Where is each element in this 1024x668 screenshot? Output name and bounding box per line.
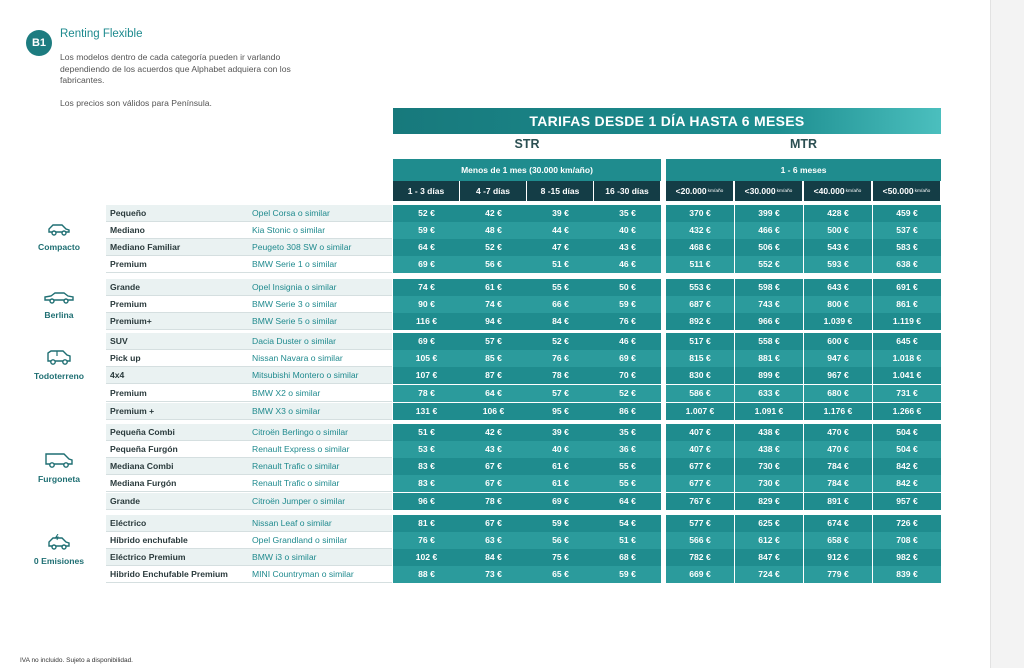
str-price-cell: 83 € <box>393 475 460 492</box>
model-cell: Grande <box>106 493 250 510</box>
mtr-price-cell: 881 € <box>735 350 803 367</box>
mtr-price-cell: 680 € <box>804 385 872 402</box>
mtr-price-cell: 577 € <box>666 515 734 532</box>
compact-car-icon <box>20 222 98 236</box>
category-label <box>20 534 98 569</box>
model-cell: Pequeña Combi <box>106 424 250 441</box>
electric-car-icon <box>20 534 98 550</box>
str-price-cell: 54 € <box>594 515 661 532</box>
example-cell: Renault Express o similar <box>250 441 392 458</box>
mtr-price-cell: 517 € <box>666 333 734 350</box>
table-row <box>106 313 941 330</box>
model-cell: Pick up <box>106 350 250 367</box>
str-column-header: 4 -7 días <box>460 181 526 201</box>
mtr-price-cell: 633 € <box>735 385 803 402</box>
mtr-price-cell: 861 € <box>873 296 941 313</box>
mtr-price-cell: 432 € <box>666 222 734 239</box>
mtr-price-cell: 566 € <box>666 532 734 549</box>
mtr-price-cell: 730 € <box>735 458 803 475</box>
model-cell: 4x4 <box>106 367 250 384</box>
model-cell: Híbrido enchufable <box>106 532 250 549</box>
str-price-cell: 74 € <box>460 296 527 313</box>
str-price-cell: 64 € <box>594 493 661 510</box>
table-row <box>106 205 941 222</box>
str-price-cell: 50 € <box>594 279 661 296</box>
mtr-price-cell: 957 € <box>873 493 941 510</box>
str-price-cell: 78 € <box>393 385 460 402</box>
mtr-price-cell: 438 € <box>735 441 803 458</box>
model-cell: Eléctrico <box>106 515 250 532</box>
table-row <box>106 493 941 510</box>
mtr-price-cell: 687 € <box>666 296 734 313</box>
mtr-price-cell: 847 € <box>735 549 803 566</box>
str-price-cell: 48 € <box>460 222 527 239</box>
model-cell: Eléctrico Premium <box>106 549 250 566</box>
model-cell: Premium <box>106 256 250 273</box>
example-cell: Nissan Navara o similar <box>250 350 392 367</box>
str-price-cell: 59 € <box>527 515 594 532</box>
str-price-cell: 52 € <box>594 385 661 402</box>
category-label <box>20 452 98 487</box>
mtr-price-cell: 1.041 € <box>873 367 941 384</box>
str-price-cell: 85 € <box>460 350 527 367</box>
mtr-price-cell: 470 € <box>804 441 872 458</box>
example-cell: Nissan Leaf o similar <box>250 515 392 532</box>
table-row <box>106 441 941 458</box>
str-price-cell: 44 € <box>527 222 594 239</box>
model-cell: Premium + <box>106 403 250 420</box>
example-cell: Opel Insignia o similar <box>250 279 392 296</box>
mtr-price-cell: 438 € <box>735 424 803 441</box>
mtr-price-cell: 912 € <box>804 549 872 566</box>
mtr-price-cell: 468 € <box>666 239 734 256</box>
str-price-cell: 90 € <box>393 296 460 313</box>
mtr-price-cell: 511 € <box>666 256 734 273</box>
example-cell: BMW Serie 3 o similar <box>250 296 392 313</box>
model-cell: Premium <box>106 296 250 313</box>
table-row <box>106 279 941 296</box>
mtr-price-cell: 674 € <box>804 515 872 532</box>
page-edge <box>990 0 1024 668</box>
mtr-price-cell: 815 € <box>666 350 734 367</box>
table-row <box>106 458 941 475</box>
str-price-cell: 59 € <box>594 566 661 583</box>
mtr-price-cell: 553 € <box>666 279 734 296</box>
mtr-price-cell: 1.119 € <box>873 313 941 330</box>
str-price-cell: 69 € <box>594 350 661 367</box>
mtr-price-cell: 779 € <box>804 566 872 583</box>
mtr-price-cell: 625 € <box>735 515 803 532</box>
mtr-price-cell: 1.266 € <box>873 403 941 420</box>
mtr-price-cell: 552 € <box>735 256 803 273</box>
table-row <box>106 403 941 420</box>
category-name: Todoterreno <box>34 371 84 381</box>
example-cell: Kia Stonic o similar <box>250 222 392 239</box>
mtr-price-cell: 500 € <box>804 222 872 239</box>
example-cell: Peugeto 308 SW o similar <box>250 239 392 256</box>
mtr-price-cell: 730 € <box>735 475 803 492</box>
model-cell: Premium <box>106 385 250 402</box>
example-cell: Dacia Duster o similar <box>250 333 392 350</box>
mtr-price-cell: 966 € <box>735 313 803 330</box>
mtr-price-cell: 767 € <box>666 493 734 510</box>
str-price-cell: 61 € <box>527 475 594 492</box>
category-name: Furgoneta <box>37 474 80 484</box>
intro-text: Los modelos dentro de cada categoría pueden ir varlando dependiendo de los acuerdos que Alphabet adquiera con los fabricantes. <box>60 52 291 85</box>
str-price-cell: 42 € <box>460 424 527 441</box>
str-price-cell: 64 € <box>393 239 460 256</box>
str-price-cell: 40 € <box>594 222 661 239</box>
mtr-price-cell: 1.176 € <box>804 403 872 420</box>
example-cell: BMW X3 o similar <box>250 403 392 420</box>
mtr-price-cell: 612 € <box>735 532 803 549</box>
example-cell: BMW Serie 5 o similar <box>250 313 392 330</box>
str-price-cell: 67 € <box>460 515 527 532</box>
str-price-cell: 67 € <box>460 458 527 475</box>
mtr-price-cell: 731 € <box>873 385 941 402</box>
str-price-cell: 64 € <box>460 385 527 402</box>
model-cell: Mediana Combi <box>106 458 250 475</box>
mtr-price-cell: 708 € <box>873 532 941 549</box>
mtr-price-cell: 782 € <box>666 549 734 566</box>
table-row <box>106 515 941 532</box>
group-label-str: STR <box>514 137 540 151</box>
table-row <box>106 296 941 313</box>
str-price-cell: 96 € <box>393 493 460 510</box>
str-price-cell: 76 € <box>527 350 594 367</box>
mtr-price-cell: 967 € <box>804 367 872 384</box>
category-name: 0 Emisiones <box>33 556 85 566</box>
table-row <box>106 424 941 441</box>
category-name: Compacto <box>37 242 81 252</box>
table-row <box>106 256 941 273</box>
example-cell: Opel Corsa o similar <box>250 205 392 222</box>
str-price-cell: 57 € <box>527 385 594 402</box>
str-price-cell: 35 € <box>594 205 661 222</box>
mtr-price-cell: 428 € <box>804 205 872 222</box>
table-row <box>106 566 941 583</box>
str-price-cell: 69 € <box>393 256 460 273</box>
str-price-cell: 78 € <box>527 367 594 384</box>
table-row <box>106 333 941 350</box>
mtr-price-cell: 466 € <box>735 222 803 239</box>
str-price-cell: 131 € <box>393 403 460 420</box>
str-price-cell: 46 € <box>594 333 661 350</box>
mtr-price-cell: 892 € <box>666 313 734 330</box>
str-price-cell: 105 € <box>393 350 460 367</box>
str-price-cell: 107 € <box>393 367 460 384</box>
mtr-price-cell: 504 € <box>873 441 941 458</box>
str-price-cell: 70 € <box>594 367 661 384</box>
model-cell: SUV <box>106 333 250 350</box>
str-price-cell: 106 € <box>460 403 527 420</box>
str-price-cell: 51 € <box>393 424 460 441</box>
str-price-cell: 69 € <box>527 493 594 510</box>
model-cell: Pequeño <box>106 205 250 222</box>
model-cell: Pequeña Furgón <box>106 441 250 458</box>
example-cell: Renault Trafic o similar <box>250 458 392 475</box>
mtr-price-cell: 598 € <box>735 279 803 296</box>
mtr-price-cell: 658 € <box>804 532 872 549</box>
str-price-cell: 57 € <box>460 333 527 350</box>
str-price-cell: 84 € <box>527 313 594 330</box>
mtr-price-cell: 645 € <box>873 333 941 350</box>
str-price-cell: 75 € <box>527 549 594 566</box>
mtr-price-cell: 506 € <box>735 239 803 256</box>
mtr-price-cell: 784 € <box>804 458 872 475</box>
str-price-cell: 42 € <box>460 205 527 222</box>
str-price-cell: 95 € <box>527 403 594 420</box>
str-price-cell: 46 € <box>594 256 661 273</box>
mtr-price-cell: 839 € <box>873 566 941 583</box>
mtr-price-cell: 724 € <box>735 566 803 583</box>
mtr-price-cell: 1.018 € <box>873 350 941 367</box>
str-price-cell: 86 € <box>594 403 661 420</box>
str-price-cell: 55 € <box>594 475 661 492</box>
category-label <box>20 290 98 323</box>
str-price-cell: 73 € <box>460 566 527 583</box>
str-price-cell: 52 € <box>393 205 460 222</box>
str-price-cell: 35 € <box>594 424 661 441</box>
mtr-price-cell: 537 € <box>873 222 941 239</box>
str-price-cell: 69 € <box>393 333 460 350</box>
str-column-header: 16 -30 días <box>594 181 660 201</box>
mtr-column-header: <40.000 km/año <box>804 181 871 201</box>
mtr-price-cell: 407 € <box>666 424 734 441</box>
table-row <box>106 367 941 384</box>
mtr-price-cell: 399 € <box>735 205 803 222</box>
mtr-price-cell: 1.039 € <box>804 313 872 330</box>
table-row <box>106 222 941 239</box>
mtr-price-cell: 470 € <box>804 424 872 441</box>
mtr-price-cell: 982 € <box>873 549 941 566</box>
example-cell: Opel Grandland o similar <box>250 532 392 549</box>
str-price-cell: 87 € <box>460 367 527 384</box>
str-price-cell: 66 € <box>527 296 594 313</box>
mtr-price-cell: 643 € <box>804 279 872 296</box>
mtr-price-cell: 459 € <box>873 205 941 222</box>
mtr-price-cell: 583 € <box>873 239 941 256</box>
str-price-cell: 74 € <box>393 279 460 296</box>
str-price-cell: 61 € <box>527 458 594 475</box>
mtr-price-cell: 1.007 € <box>666 403 734 420</box>
table-row <box>106 532 941 549</box>
str-price-cell: 59 € <box>393 222 460 239</box>
example-cell: Mitsubishi Montero o similar <box>250 367 392 384</box>
str-price-cell: 84 € <box>460 549 527 566</box>
sedan-car-icon <box>20 290 98 304</box>
mtr-price-cell: 638 € <box>873 256 941 273</box>
example-cell: BMW i3 o similar <box>250 549 392 566</box>
model-cell: Hibrido Enchufable Premium <box>106 566 250 583</box>
str-price-cell: 43 € <box>594 239 661 256</box>
str-price-cell: 56 € <box>527 532 594 549</box>
str-price-cell: 68 € <box>594 549 661 566</box>
mtr-price-cell: 800 € <box>804 296 872 313</box>
str-price-cell: 88 € <box>393 566 460 583</box>
table-title: TARIFAS DESDE 1 DÍA HASTA 6 MESES <box>393 108 941 134</box>
table-row <box>106 549 941 566</box>
footer-note: IVA no incluido. Sujeto a disponibilidad. <box>20 657 133 664</box>
mtr-price-cell: 600 € <box>804 333 872 350</box>
str-price-cell: 67 € <box>460 475 527 492</box>
category-name: Berlina <box>44 310 74 320</box>
str-price-cell: 102 € <box>393 549 460 566</box>
subheader-mtr: 1 - 6 meses <box>666 159 941 181</box>
model-cell: Mediano <box>106 222 250 239</box>
mtr-price-cell: 677 € <box>666 475 734 492</box>
str-price-cell: 53 € <box>393 441 460 458</box>
group-label-mtr: MTR <box>789 137 818 151</box>
mtr-column-header: <30.000 km/año <box>735 181 802 201</box>
str-price-cell: 52 € <box>460 239 527 256</box>
str-price-cell: 56 € <box>460 256 527 273</box>
table-row <box>106 475 941 492</box>
mtr-price-cell: 669 € <box>666 566 734 583</box>
mtr-price-cell: 677 € <box>666 458 734 475</box>
mtr-price-cell: 947 € <box>804 350 872 367</box>
str-price-cell: 51 € <box>594 532 661 549</box>
mtr-price-cell: 370 € <box>666 205 734 222</box>
table-row <box>106 385 941 402</box>
str-price-cell: 55 € <box>594 458 661 475</box>
mtr-price-cell: 691 € <box>873 279 941 296</box>
str-price-cell: 116 € <box>393 313 460 330</box>
example-cell: BMW X2 o similar <box>250 385 392 402</box>
van-icon <box>20 452 98 468</box>
model-cell: Mediano Familiar <box>106 239 250 256</box>
category-label <box>20 222 98 255</box>
section-title: Renting Flexible <box>60 28 143 40</box>
str-price-cell: 76 € <box>594 313 661 330</box>
mtr-price-cell: 593 € <box>804 256 872 273</box>
mtr-price-cell: 891 € <box>804 493 872 510</box>
mtr-price-cell: 726 € <box>873 515 941 532</box>
str-price-cell: 59 € <box>594 296 661 313</box>
mtr-price-cell: 504 € <box>873 424 941 441</box>
str-price-cell: 43 € <box>460 441 527 458</box>
mtr-column-header: <50.000 km/año <box>873 181 940 201</box>
mtr-price-cell: 743 € <box>735 296 803 313</box>
mtr-price-cell: 842 € <box>873 458 941 475</box>
str-column-header: 8 -15 días <box>527 181 593 201</box>
str-price-cell: 61 € <box>460 279 527 296</box>
str-price-cell: 63 € <box>460 532 527 549</box>
mtr-price-cell: 842 € <box>873 475 941 492</box>
example-cell: BMW Serie 1 o similar <box>250 256 392 273</box>
str-price-cell: 94 € <box>460 313 527 330</box>
str-price-cell: 39 € <box>527 424 594 441</box>
validity-note: Los precios son válidos para Península. <box>60 98 212 108</box>
table-row <box>106 350 941 367</box>
mtr-price-cell: 543 € <box>804 239 872 256</box>
str-price-cell: 76 € <box>393 532 460 549</box>
mtr-price-cell: 784 € <box>804 475 872 492</box>
mtr-price-cell: 407 € <box>666 441 734 458</box>
str-price-cell: 83 € <box>393 458 460 475</box>
mtr-price-cell: 586 € <box>666 385 734 402</box>
model-cell: Grande <box>106 279 250 296</box>
model-cell: Mediana Furgón <box>106 475 250 492</box>
section-badge: B1 <box>26 30 52 56</box>
category-label <box>20 349 98 384</box>
mtr-price-cell: 899 € <box>735 367 803 384</box>
str-column-header: 1 - 3 días <box>393 181 459 201</box>
str-price-cell: 36 € <box>594 441 661 458</box>
str-price-cell: 39 € <box>527 205 594 222</box>
mtr-price-cell: 1.091 € <box>735 403 803 420</box>
str-price-cell: 78 € <box>460 493 527 510</box>
subheader-str: Menos de 1 mes (30.000 km/año) <box>393 159 661 181</box>
str-price-cell: 81 € <box>393 515 460 532</box>
mtr-price-cell: 830 € <box>666 367 734 384</box>
example-cell: Citroën Jumper o similar <box>250 493 392 510</box>
table-row <box>106 239 941 256</box>
str-price-cell: 40 € <box>527 441 594 458</box>
mtr-column-header: <20.000 km/año <box>666 181 733 201</box>
example-cell: MINI Countryman o similar <box>250 566 392 583</box>
example-cell: Citroën Berlingo o similar <box>250 424 392 441</box>
mtr-price-cell: 558 € <box>735 333 803 350</box>
suv-car-icon <box>20 349 98 365</box>
str-price-cell: 55 € <box>527 279 594 296</box>
model-cell: Premium+ <box>106 313 250 330</box>
str-price-cell: 65 € <box>527 566 594 583</box>
str-price-cell: 52 € <box>527 333 594 350</box>
mtr-price-cell: 829 € <box>735 493 803 510</box>
str-price-cell: 47 € <box>527 239 594 256</box>
str-price-cell: 51 € <box>527 256 594 273</box>
example-cell: Renault Trafic o similar <box>250 475 392 492</box>
